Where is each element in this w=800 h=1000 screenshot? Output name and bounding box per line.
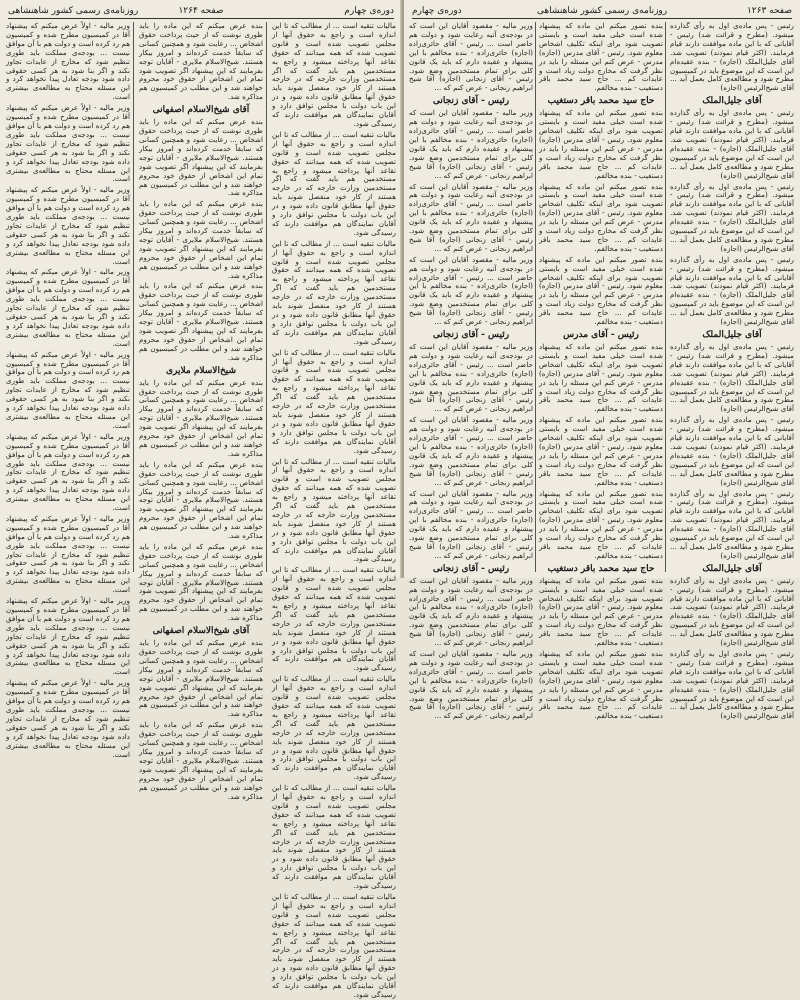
column-paragraph: بنده عرض میکنم که این ماده را باید طوری نوشت که از حیث پرداخت حقوق اشخاص ... رعایت شود و همچنین کسانی که سابقاً خدمت کرده‌اند و امروز بیکار هستند. شیخ‌الاسلام ملایری - آقایان توجه بفرمایند که این پیشنهاد اگر تصویب شود تمام این اشخاص از حقوق خود محروم خواهند شد و این مطلب در کمیسیون هم مذاکره شد.: [139, 720, 263, 801]
column-paragraph: وزیر مالیه - مقصود آقایان این است که در بودجه‌ی آتیه رعایت شود و دولت هم حاضر است ... رئیس - آقای حائری‌زاده (اجازه) حائری‌زاده - بنده مخالفم با این پیشنهاد و عقیده دارم که باید یک قانون کلی برای تمام مستخدمین وضع شود. رئیس - آقای زنجانی (اجازه) آقا شیخ ابراهیم زنجانی - عرض کنم که ...: [409, 342, 533, 414]
column-paragraph: مالیات تنقیه است ... از مطالب که تا این اندازه است و راجع به حقوق آنها از مجلس تصویب شده است و قانون تصویب شده که همه میدانند که حقوق تقاعد آنها پرداخته میشود و راجع به مستخدمین هم باید گفت که اگر مستخدمین وزارت خارجه که در خارجه هستند از کار خود منفصل شوند باید حقوق آنها مطابق قانون داده شود و در این باب دولت با مجلس توافق دارد و آقایان نمایندگان هم موافقت دارند که رسیدگی شود.: [272, 456, 396, 564]
column-paragraph: وزیر مالیه - مقصود آقایان این است که در بودجه‌ی آتیه رعایت شود و دولت هم حاضر است ... رئیس - آقای حائری‌زاده (اجازه) حائری‌زاده - بنده مخالفم با این پیشنهاد و عقیده دارم که باید یک قانون کلی برای تمام مستخدمین وضع شود. رئیس - آقای زنجانی (اجازه) آقا شیخ ابراهیم زنجانی - عرض کنم که ...: [409, 254, 533, 327]
column-paragraph: وزیر مالیه - اولاً عرض میکنم که پیشنهاد آقا در کمیسیون مطرح شده و کمیسیون هم رد کرده است و دولت هم با آن موافق نیست ... بودجه‌ی مملکت باید طوری تنظیم شود که مخارج از عایدات تجاوز نکند و اگر بنا شود به هر کسی حقوقی داده شود بودجه تعادل پیدا نخواهد کرد و این مسئله محتاج به مطالعه‌ی بیشتری است.: [6, 431, 130, 513]
column-paragraph: وزیر مالیه - مقصود آقایان این است که در بودجه‌ی آتیه رعایت شود و دولت هم حاضر است ... رئیس - آقای حائری‌زاده (اجازه) حائری‌زاده - بنده مخالفم با این پیشنهاد و عقیده دارم که باید یک قانون کلی برای تمام مستخدمین وضع شود. رئیس - آقای زنجانی (اجازه) آقا شیخ ابراهیم زنجانی - عرض کنم که ...: [409, 21, 533, 93]
column-paragraph: بنده عرض میکنم که این ماده را باید طوری نوشت که از حیث پرداخت حقوق اشخاص ... رعایت شود و همچنین کسانی که سابقاً خدمت کرده‌اند و امروز بیکار هستند. شیخ‌الاسلام ملایری - آقایان توجه بفرمایند که این پیشنهاد اگر تصویب شود تمام این اشخاص از حقوق خود محروم خواهند شد و این مطلب در کمیسیون هم مذاکره شد.: [139, 459, 263, 541]
column-paragraph: بنده عرض میکنم که این ماده را باید طوری نوشت که از حیث پرداخت حقوق اشخاص ... رعایت شود و همچنین کسانی که سابقاً خدمت کرده‌اند و امروز بیکار هستند. شیخ‌الاسلام ملایری - آقایان توجه بفرمایند که این پیشنهاد اگر تصویب شود تمام این اشخاص از حقوق خود محروم خواهند شد و این مطلب در کمیسیون هم مذاکره شد.: [139, 117, 263, 198]
column-paragraph: مالیات تنقیه است ... از مطالب که تا این اندازه است و راجع به حقوق آنها از مجلس تصویب شده است و قانون تصویب شده که همه میدانند که حقوق تقاعد آنها پرداخته میشود و راجع به مستخدمین هم باید گفت که اگر مستخدمین وزارت خارجه که در خارجه هستند از کار خود منفصل شوند باید حقوق آنها مطابق قانون داده شود و در این باب دولت با مجلس توافق دارد و آقایان نمایندگان هم موافقت دارند که رسیدگی شود.: [272, 238, 396, 346]
column-paragraph: بنده تصور میکنم این ماده که پیشنهاد شده است خیلی مفید است و بایستی تصویب شود برای اینکه تکلیف اشخاص معلوم شود. رئیس - آقای مدرس (اجازه) مدرس - عرض کنم این مسئله را باید در نظر گرفت که مخارج دولت زیاد است و عایدات کم ... حاج سید محمد باقر دستغیب - بنده مخالفم.: [539, 342, 663, 414]
column-paragraph: بنده عرض میکنم که این ماده را باید طوری نوشت که از حیث پرداخت حقوق اشخاص ... رعایت شود و همچنین کسانی که سابقاً خدمت کرده‌اند و امروز بیکار هستند. شیخ‌الاسلام ملایری - آقایان توجه بفرمایند که این پیشنهاد اگر تصویب شود تمام این اشخاص از حقوق خود محروم خواهند شد و این مطلب در کمیسیون هم مذاکره شد.: [139, 377, 263, 458]
column-paragraph: بنده تصور میکنم این ماده که پیشنهاد شده است خیلی مفید است و بایستی تصویب شود برای اینکه تکلیف اشخاص معلوم شود. رئیس - آقای مدرس (اجازه) مدرس - عرض کنم این مسئله را باید در نظر گرفت که مخارج دولت زیاد است و عایدات کم ... حاج سید محمد باقر دستغیب - بنده مخالفم.: [539, 181, 663, 253]
column-paragraph: وزیر مالیه - اولاً عرض میکنم که پیشنهاد آقا در کمیسیون مطرح شده و کمیسیون هم رد کرده است و دولت هم با آن موافق نیست ... بودجه‌ی مملکت باید طوری تنظیم شود که مخارج از عایدات تجاوز نکند و اگر بنا شود به هر کسی حقوقی داده شود بودجه تعادل پیدا نخواهد کرد و این مسئله محتاج به مطالعه‌ی بیشتری است.: [6, 513, 130, 595]
column-paragraph: وزیر مالیه - اولاً عرض میکنم که پیشنهاد آقا در کمیسیون مطرح شده و کمیسیون هم رد کرده است و دولت هم با آن موافق نیست ... بودجه‌ی مملکت باید طوری تنظیم شود که مخارج از عایدات تجاوز نکند و اگر بنا شود به هر کسی حقوقی داده شود بودجه تعادل پیدا نخواهد کرد و این مسئله محتاج به مطالعه‌ی بیشتری است.: [6, 21, 130, 102]
right-page: [404, 0, 800, 721]
right-header-page-number: صفحه ۱۲۶۳: [746, 6, 792, 16]
right-page-header: [412, 4, 792, 19]
column-heading: حاج سید محمد باقر دستغیب: [547, 96, 655, 107]
column-paragraph: بنده تصور میکنم این ماده که پیشنهاد شده است خیلی مفید است و بایستی تصویب شود برای اینکه تکلیف اشخاص معلوم شود. رئیس - آقای مدرس (اجازه) مدرس - عرض کنم این مسئله را باید در نظر گرفت که مخارج دولت زیاد است و عایدات کم ... حاج سید محمد باقر دستغیب - بنده مخالفم.: [539, 254, 663, 327]
column-paragraph: بنده تصور میکنم این ماده که پیشنهاد شده است خیلی مفید است و بایستی تصویب شود برای اینکه تکلیف اشخاص معلوم شود. رئیس - آقای مدرس (اجازه) مدرس - عرض کنم این مسئله را باید در نظر گرفت که مخارج دولت زیاد است و عایدات کم ... حاج سید محمد باقر دستغیب - بنده مخالفم.: [539, 575, 663, 648]
column-paragraph: بنده عرض میکنم که این ماده را باید طوری نوشت که از حیث پرداخت حقوق اشخاص ... رعایت شود و همچنین کسانی که سابقاً خدمت کرده‌اند و امروز بیکار هستند. شیخ‌الاسلام ملایری - آقایان توجه بفرمایند که این پیشنهاد اگر تصویب شود تمام این اشخاص از حقوق خود محروم خواهند شد و این مطلب در کمیسیون هم مذاکره شد.: [139, 638, 263, 719]
left-page-columns: [6, 21, 396, 999]
left-header-newspaper-title: روزنامه‌ی رسمی کشور شاهنشاهی: [8, 6, 139, 16]
column-paragraph: بنده تصور میکنم این ماده که پیشنهاد شده است خیلی مفید است و بایستی تصویب شود برای اینکه تکلیف اشخاص معلوم شود. رئیس - آقای مدرس (اجازه) مدرس - عرض کنم این مسئله را باید در نظر گرفت که مخارج دولت زیاد است و عایدات کم ... حاج سید محمد باقر دستغیب - بنده مخالفم.: [539, 488, 663, 560]
column-paragraph: رئیس - پس ماده‌ی اول به رأی گذارده میشود. (مطرح و قرائت شد) رئیس - آقایانی که با این ماده موافقت دارند قیام فرمایند. (اکثر قیام نمودند) تصویب شد. آقای جلیل‌الملک (اجازه) - بنده عقیده‌ام این است که این موضوع باید در کمیسیون مطرح شود و مطالعه‌ی کامل بعمل آید ... آقای شیخ‌الرئیس (اجازه): [670, 181, 794, 253]
column-paragraph: وزیر مالیه - مقصود آقایان این است که در بودجه‌ی آتیه رعایت شود و دولت هم حاضر است ... رئیس - آقای حائری‌زاده (اجازه) حائری‌زاده - بنده مخالفم با این پیشنهاد و عقیده دارم که باید یک قانون کلی برای تمام مستخدمین وضع شود. رئیس - آقای زنجانی (اجازه) آقا شیخ ابراهیم زنجانی - عرض کنم که ...: [409, 649, 533, 721]
column-paragraph: مالیات تنقیه است ... از مطالب که تا این اندازه است و راجع به حقوق آنها از مجلس تصویب شده است و قانون تصویب شده که همه میدانند که حقوق تقاعد آنها پرداخته میشود و راجع به مستخدمین هم باید گفت که اگر مستخدمین وزارت خارجه که در خارجه هستند از کار خود منفصل شوند باید حقوق آنها مطابق قانون داده شود و در این باب دولت با مجلس توافق دارد و آقایان نمایندگان هم موافقت دارند که رسیدگی شود.: [272, 21, 396, 128]
left-page-header: [8, 4, 394, 19]
right-col-1: [670, 21, 794, 721]
column-paragraph: بنده عرض میکنم که این ماده را باید طوری نوشت که از حیث پرداخت حقوق اشخاص ... رعایت شود و همچنین کسانی که سابقاً خدمت کرده‌اند و امروز بیکار هستند. شیخ‌الاسلام ملایری - آقایان توجه بفرمایند که این پیشنهاد اگر تصویب شود تمام این اشخاص از حقوق خود محروم خواهند شد و این مطلب در کمیسیون هم مذاکره شد.: [139, 199, 263, 280]
left-col-1: [272, 21, 396, 999]
column-paragraph: رئیس - پس ماده‌ی اول به رأی گذارده میشود. (مطرح و قرائت شد) رئیس - آقایانی که با این ماده موافقت دارند قیام فرمایند. (اکثر قیام نمودند) تصویب شد. آقای جلیل‌الملک (اجازه) - بنده عقیده‌ام این است که این موضوع باید در کمیسیون مطرح شود و مطالعه‌ی کامل بعمل آید ... آقای شیخ‌الرئیس (اجازه): [670, 488, 794, 560]
column-heading: آقای جلیل‌الملک: [702, 330, 762, 340]
column-heading: آقای جلیل‌الملک: [702, 96, 762, 107]
column-paragraph: بنده عرض میکنم که این ماده را باید طوری نوشت که از حیث پرداخت حقوق اشخاص ... رعایت شود و همچنین کسانی که سابقاً خدمت کرده‌اند و امروز بیکار هستند. شیخ‌الاسلام ملایری - آقایان توجه بفرمایند که این پیشنهاد اگر تصویب شود تمام این اشخاص از حقوق خود محروم خواهند شد و این مطلب در کمیسیون هم مذاکره شد.: [139, 21, 263, 102]
column-paragraph: رئیس - پس ماده‌ی اول به رأی گذارده میشود. (مطرح و قرائت شد) رئیس - آقایانی که با این ماده موافقت دارند قیام فرمایند. (اکثر قیام نمودند) تصویب شد. آقای جلیل‌الملک (اجازه) - بنده عقیده‌ام این است که این موضوع باید در کمیسیون مطرح شود و مطالعه‌ی کامل بعمل آید ... آقای شیخ‌الرئیس (اجازه): [670, 649, 794, 721]
column-paragraph: بنده عرض میکنم که این ماده را باید طوری نوشت که از حیث پرداخت حقوق اشخاص ... رعایت شود و همچنین کسانی که سابقاً خدمت کرده‌اند و امروز بیکار هستند. شیخ‌الاسلام ملایری - آقایان توجه بفرمایند که این پیشنهاد اگر تصویب شود تمام این اشخاص از حقوق خود محروم خواهند شد و این مطلب در کمیسیون هم مذاکره شد.: [139, 281, 263, 362]
column-paragraph: مالیات تنقیه است ... از مطالب که تا این اندازه است و راجع به حقوق آنها از مجلس تصویب شده است و قانون تصویب شده که همه میدانند که حقوق تقاعد آنها پرداخته میشود و راجع به مستخدمین هم باید گفت که اگر مستخدمین وزارت خارجه که در خارجه هستند از کار خود منفصل شوند باید حقوق آنها مطابق قانون داده شود و در این باب دولت با مجلس توافق دارد و آقایان نمایندگان هم موافقت دارند که رسیدگی شود.: [272, 892, 396, 999]
column-paragraph: وزیر مالیه - مقصود آقایان این است که در بودجه‌ی آتیه رعایت شود و دولت هم حاضر است ... رئیس - آقای حائری‌زاده (اجازه) حائری‌زاده - بنده مخالفم با این پیشنهاد و عقیده دارم که باید یک قانون کلی برای تمام مستخدمین وضع شود. رئیس - آقای زنجانی (اجازه) آقا شیخ ابراهیم زنجانی - عرض کنم که ...: [409, 575, 533, 648]
column-heading: آقای شیخ‌الاسلام اصفهانی: [152, 626, 250, 637]
column-paragraph: وزیر مالیه - مقصود آقایان این است که در بودجه‌ی آتیه رعایت شود و دولت هم حاضر است ... رئیس - آقای حائری‌زاده (اجازه) حائری‌زاده - بنده مخالفم با این پیشنهاد و عقیده دارم که باید یک قانون کلی برای تمام مستخدمین وضع شود. رئیس - آقای زنجانی (اجازه) آقا شیخ ابراهیم زنجانی - عرض کنم که ...: [409, 415, 533, 487]
column-paragraph: وزیر مالیه - اولاً عرض میکنم که پیشنهاد آقا در کمیسیون مطرح شده و کمیسیون هم رد کرده است و دولت هم با آن موافق نیست ... بودجه‌ی مملکت باید طوری تنظیم شود که مخارج از عایدات تجاوز نکند و اگر بنا شود به هر کسی حقوقی داده شود بودجه تعادل پیدا نخواهد کرد و این مسئله محتاج به مطالعه‌ی بیشتری است.: [6, 349, 130, 430]
column-paragraph: بنده عرض میکنم که این ماده را باید طوری نوشت که از حیث پرداخت حقوق اشخاص ... رعایت شود و همچنین کسانی که سابقاً خدمت کرده‌اند و امروز بیکار هستند. شیخ‌الاسلام ملایری - آقایان توجه بفرمایند که این پیشنهاد اگر تصویب شود تمام این اشخاص از حقوق خود محروم خواهند شد و این مطلب در کمیسیون هم مذاکره شد.: [139, 541, 263, 623]
right-col-2: [539, 21, 663, 721]
column-paragraph: رئیس - پس ماده‌ی اول به رأی گذارده میشود. (مطرح و قرائت شد) رئیس - آقایانی که با این ماده موافقت دارند قیام فرمایند. (اکثر قیام نمودند) تصویب شد. آقای جلیل‌الملک (اجازه) - بنده عقیده‌ام این است که این موضوع باید در کمیسیون مطرح شود و مطالعه‌ی کامل بعمل آید ... آقای شیخ‌الرئیس (اجازه): [670, 415, 794, 487]
column-paragraph: وزیر مالیه - مقصود آقایان این است که در بودجه‌ی آتیه رعایت شود و دولت هم حاضر است ... رئیس - آقای حائری‌زاده (اجازه) حائری‌زاده - بنده مخالفم با این پیشنهاد و عقیده دارم که باید یک قانون کلی برای تمام مستخدمین وضع شود. رئیس - آقای زنجانی (اجازه) آقا شیخ ابراهیم زنجانی - عرض کنم که ...: [409, 488, 533, 560]
column-heading: شیخ‌الاسلام ملایری: [165, 365, 237, 376]
column-paragraph: بنده تصور میکنم این ماده که پیشنهاد شده است خیلی مفید است و بایستی تصویب شود برای اینکه تکلیف اشخاص معلوم شود. رئیس - آقای مدرس (اجازه) مدرس - عرض کنم این مسئله را باید در نظر گرفت که مخارج دولت زیاد است و عایدات کم ... حاج سید محمد باقر دستغیب - بنده مخالفم.: [539, 108, 663, 180]
column-paragraph: مالیات تنقیه است ... از مطالب که تا این اندازه است و راجع به حقوق آنها از مجلس تصویب شده است و قانون تصویب شده که همه میدانند که حقوق تقاعد آنها پرداخته میشود و راجع به مستخدمین هم باید گفت که اگر مستخدمین وزارت خارجه که در خارجه هستند از کار خود منفصل شوند باید حقوق آنها مطابق قانون داده شود و در این باب دولت با مجلس توافق دارد و آقایان نمایندگان هم موافقت دارند که رسیدگی شود.: [272, 347, 396, 455]
column-heading: رئیس - آقای زنجانی: [432, 96, 510, 107]
column-paragraph: وزیر مالیه - اولاً عرض میکنم که پیشنهاد آقا در کمیسیون مطرح شده و کمیسیون هم رد کرده است و دولت هم با آن موافق نیست ... بودجه‌ی مملکت باید طوری تنظیم شود که مخارج از عایدات تجاوز نکند و اگر بنا شود به هر کسی حقوقی داده شود بودجه تعادل پیدا نخواهد کرد و این مسئله محتاج به مطالعه‌ی بیشتری است.: [6, 596, 130, 677]
column-paragraph: بنده تصور میکنم این ماده که پیشنهاد شده است خیلی مفید است و بایستی تصویب شود برای اینکه تکلیف اشخاص معلوم شود. رئیس - آقای مدرس (اجازه) مدرس - عرض کنم این مسئله را باید در نظر گرفت که مخارج دولت زیاد است و عایدات کم ... حاج سید محمد باقر دستغیب - بنده مخالفم.: [539, 415, 663, 487]
column-heading: آقای جلیل‌الملک: [702, 563, 762, 574]
right-header-volume: دوره‌ی چهارم: [412, 6, 462, 16]
left-header-page-number: صفحه ۱۲۶۴: [178, 6, 224, 16]
column-paragraph: وزیر مالیه - اولاً عرض میکنم که پیشنهاد آقا در کمیسیون مطرح شده و کمیسیون هم رد کرده است و دولت هم با آن موافق نیست ... بودجه‌ی مملکت باید طوری تنظیم شود که مخارج از عایدات تجاوز نکند و اگر بنا شود به هر کسی حقوقی داده شود بودجه تعادل پیدا نخواهد کرد و این مسئله محتاج به مطالعه‌ی بیشتری است.: [6, 103, 130, 184]
column-paragraph: مالیات تنقیه است ... از مطالب که تا این اندازه است و راجع به حقوق آنها از مجلس تصویب شده است و قانون تصویب شده که همه میدانند که حقوق تقاعد آنها پرداخته میشود و راجع به مستخدمین هم باید گفت که اگر مستخدمین وزارت خارجه که در خارجه هستند از کار خود منفصل شوند باید حقوق آنها مطابق قانون داده شود و در این باب دولت با مجلس توافق دارد و آقایان نمایندگان هم موافقت دارند که رسیدگی شود.: [272, 783, 396, 891]
column-paragraph: رئیس - پس ماده‌ی اول به رأی گذارده میشود. (مطرح و قرائت شد) رئیس - آقایانی که با این ماده موافقت دارند قیام فرمایند. (اکثر قیام نمودند) تصویب شد. آقای جلیل‌الملک (اجازه) - بنده عقیده‌ام این است که این موضوع باید در کمیسیون مطرح شود و مطالعه‌ی کامل بعمل آید ... آقای شیخ‌الرئیس (اجازه): [670, 254, 794, 327]
column-heading: رئیس - آقای مدرس: [563, 330, 639, 340]
left-header-volume: دوره‌ی چهارم: [344, 6, 394, 16]
right-header-newspaper-title: روزنامه‌ی رسمی کشور شاهنشاهی: [536, 6, 668, 16]
column-paragraph: رئیس - پس ماده‌ی اول به رأی گذارده میشود. (مطرح و قرائت شد) رئیس - آقایانی که با این ماده موافقت دارند قیام فرمایند. (اکثر قیام نمودند) تصویب شد. آقای جلیل‌الملک (اجازه) - بنده عقیده‌ام این است که این موضوع باید در کمیسیون مطرح شود و مطالعه‌ی کامل بعمل آید ... آقای شیخ‌الرئیس (اجازه): [670, 21, 794, 93]
column-heading: رئیس - آقای زنجانی: [432, 563, 510, 574]
column-paragraph: وزیر مالیه - اولاً عرض میکنم که پیشنهاد آقا در کمیسیون مطرح شده و کمیسیون هم رد کرده است و دولت هم با آن موافق نیست ... بودجه‌ی مملکت باید طوری تنظیم شود که مخارج از عایدات تجاوز نکند و اگر بنا شود به هر کسی حقوقی داده شود بودجه تعادل پیدا نخواهد کرد و این مسئله محتاج به مطالعه‌ی بیشتری است.: [6, 267, 130, 348]
column-heading: حاج سید محمد باقر دستغیب: [547, 563, 655, 574]
right-page-columns: [409, 21, 794, 721]
column-paragraph: رئیس - پس ماده‌ی اول به رأی گذارده میشود. (مطرح و قرائت شد) رئیس - آقایانی که با این ماده موافقت دارند قیام فرمایند. (اکثر قیام نمودند) تصویب شد. آقای جلیل‌الملک (اجازه) - بنده عقیده‌ام این است که این موضوع باید در کمیسیون مطرح شود و مطالعه‌ی کامل بعمل آید ... آقای شیخ‌الرئیس (اجازه): [670, 342, 794, 414]
column-paragraph: وزیر مالیه - اولاً عرض میکنم که پیشنهاد آقا در کمیسیون مطرح شده و کمیسیون هم رد کرده است و دولت هم با آن موافق نیست ... بودجه‌ی مملکت باید طوری تنظیم شود که مخارج از عایدات تجاوز نکند و اگر بنا شود به هر کسی حقوقی داده شود بودجه تعادل پیدا نخواهد کرد و این مسئله محتاج به مطالعه‌ی بیشتری است.: [6, 185, 130, 266]
column-paragraph: بنده تصور میکنم این ماده که پیشنهاد شده است خیلی مفید است و بایستی تصویب شود برای اینکه تکلیف اشخاص معلوم شود. رئیس - آقای مدرس (اجازه) مدرس - عرض کنم این مسئله را باید در نظر گرفت که مخارج دولت زیاد است و عایدات کم ... حاج سید محمد باقر دستغیب - بنده مخالفم.: [539, 21, 663, 93]
column-heading: آقای شیخ‌الاسلام اصفهانی: [152, 105, 250, 116]
left-col-2: [139, 21, 263, 801]
left-col-3: [6, 21, 130, 759]
column-paragraph: مالیات تنقیه است ... از مطالب که تا این اندازه است و راجع به حقوق آنها از مجلس تصویب شده است و قانون تصویب شده که همه میدانند که حقوق تقاعد آنها پرداخته میشود و راجع به مستخدمین هم باید گفت که اگر مستخدمین وزارت خارجه که در خارجه هستند از کار خود منفصل شوند باید حقوق آنها مطابق قانون داده شود و در این باب دولت با مجلس توافق دارد و آقایان نمایندگان هم موافقت دارند که رسیدگی شود.: [272, 565, 396, 673]
right-col-3: [409, 21, 533, 721]
column-paragraph: مالیات تنقیه است ... از مطالب که تا این اندازه است و راجع به حقوق آنها از مجلس تصویب شده است و قانون تصویب شده که همه میدانند که حقوق تقاعد آنها پرداخته میشود و راجع به مستخدمین هم باید گفت که اگر مستخدمین وزارت خارجه که در خارجه هستند از کار خود منفصل شوند باید حقوق آنها مطابق قانون داده شود و در این باب دولت با مجلس توافق دارد و آقایان نمایندگان هم موافقت دارند که رسیدگی شود.: [272, 674, 396, 782]
column-paragraph: بنده تصور میکنم این ماده که پیشنهاد شده است خیلی مفید است و بایستی تصویب شود برای اینکه تکلیف اشخاص معلوم شود. رئیس - آقای مدرس (اجازه) مدرس - عرض کنم این مسئله را باید در نظر گرفت که مخارج دولت زیاد است و عایدات کم ... حاج سید محمد باقر دستغیب - بنده مخالفم.: [539, 649, 663, 721]
column-paragraph: وزیر مالیه - مقصود آقایان این است که در بودجه‌ی آتیه رعایت شود و دولت هم حاضر است ... رئیس - آقای حائری‌زاده (اجازه) حائری‌زاده - بنده مخالفم با این پیشنهاد و عقیده دارم که باید یک قانون کلی برای تمام مستخدمین وضع شود. رئیس - آقای زنجانی (اجازه) آقا شیخ ابراهیم زنجانی - عرض کنم که ...: [409, 108, 533, 180]
column-paragraph: مالیات تنقیه است ... از مطالب که تا این اندازه است و راجع به حقوق آنها از مجلس تصویب شده است و قانون تصویب شده که همه میدانند که حقوق تقاعد آنها پرداخته میشود و راجع به مستخدمین هم باید گفت که اگر مستخدمین وزارت خارجه که در خارجه هستند از کار خود منفصل شوند باید حقوق آنها مطابق قانون داده شود و در این باب دولت با مجلس توافق دارد و آقایان نمایندگان هم موافقت دارند که رسیدگی شود.: [272, 129, 396, 237]
column-paragraph: وزیر مالیه - مقصود آقایان این است که در بودجه‌ی آتیه رعایت شود و دولت هم حاضر است ... رئیس - آقای حائری‌زاده (اجازه) حائری‌زاده - بنده مخالفم با این پیشنهاد و عقیده دارم که باید یک قانون کلی برای تمام مستخدمین وضع شود. رئیس - آقای زنجانی (اجازه) آقا شیخ ابراهیم زنجانی - عرض کنم که ...: [409, 181, 533, 253]
column-paragraph: رئیس - پس ماده‌ی اول به رأی گذارده میشود. (مطرح و قرائت شد) رئیس - آقایانی که با این ماده موافقت دارند قیام فرمایند. (اکثر قیام نمودند) تصویب شد. آقای جلیل‌الملک (اجازه) - بنده عقیده‌ام این است که این موضوع باید در کمیسیون مطرح شود و مطالعه‌ی کامل بعمل آید ... آقای شیخ‌الرئیس (اجازه): [670, 108, 794, 180]
column-heading: رئیس - آقای زنجانی: [432, 330, 510, 340]
column-paragraph: رئیس - پس ماده‌ی اول به رأی گذارده میشود. (مطرح و قرائت شد) رئیس - آقایانی که با این ماده موافقت دارند قیام فرمایند. (اکثر قیام نمودند) تصویب شد. آقای جلیل‌الملک (اجازه) - بنده عقیده‌ام این است که این موضوع باید در کمیسیون مطرح شود و مطالعه‌ی کامل بعمل آید ... آقای شیخ‌الرئیس (اجازه): [670, 575, 794, 648]
column-paragraph: وزیر مالیه - اولاً عرض میکنم که پیشنهاد آقا در کمیسیون مطرح شده و کمیسیون هم رد کرده است و دولت هم با آن موافق نیست ... بودجه‌ی مملکت باید طوری تنظیم شود که مخارج از عایدات تجاوز نکند و اگر بنا شود به هر کسی حقوقی داده شود بودجه تعادل پیدا نخواهد کرد و این مسئله محتاج به مطالعه‌ی بیشتری است.: [6, 678, 130, 759]
